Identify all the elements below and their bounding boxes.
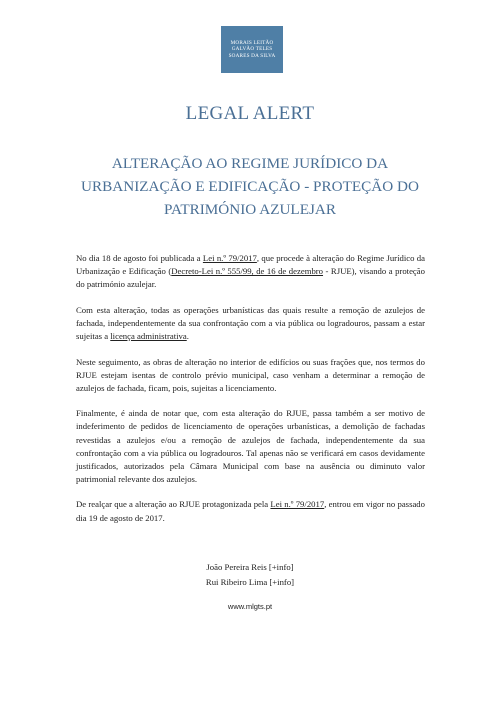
logo-line-1: MORAIS LEITÃO <box>230 40 274 47</box>
paragraph-1-text-c: - RJUE), visando a proteção do património azulejar. <box>76 266 425 290</box>
signatures <box>0 560 500 590</box>
paragraph-5-text-a: De realçar que a alteração ao RJUE protagonizada pela <box>76 499 271 510</box>
paragraph-5-text-b: , entrou em vigor no passado dia 19 de agosto de 2017. <box>76 499 425 523</box>
firm-logo <box>221 26 283 73</box>
paragraph-4: Finalmente, é ainda de notar que, com esta alteração do RJUE, passa também a ser motivo de indeferimento de pedidos de licenciamento de operações urbanísticas, a demolição de fachadas revestidas a azulejos e/ou a remoção de azulejos de fachada, independentemente da sua confrontação com a via pública ou logradouros. Tal apenas não se verificará em casos devidamente justificados, autorizados pela Câmara Municipal com base na ausência ou diminuto valor patrimonial relevante dos azulejos. <box>76 408 425 484</box>
subject-line-3: PATRIMÓNIO AZULEJAR <box>164 201 336 218</box>
page-title: LEGAL ALERT <box>185 103 315 124</box>
paragraph-2-text-a: Com esta alteração, todas as operações urbanísticas das quais resulte a remoção de azulejos de fachada, independentemente da sua confrontação com a via pública ou logradouros, passam a estar sujeitas a <box>76 304 425 341</box>
decree-law-555-99-link[interactable]: Decreto-Lei n.º 555/99, de 16 de dezembro <box>171 266 324 277</box>
paragraph-1 <box>76 252 425 291</box>
logo-line-2: GALVÃO TELES <box>231 46 273 53</box>
subject-heading <box>60 152 440 221</box>
paragraph-3: Neste seguimento, as obras de alteração no interior de edifícios ou suas frações que, nos termos do RJUE estejam isentas de controlo prévio municipal, caso venham a determinar a remoção de azulejos de fachada, ficam, pois, sujeitas a licenciamento. <box>76 356 425 393</box>
administrative-license-link[interactable]: licença administrativa <box>110 330 187 341</box>
law-79-2017-link[interactable]: Lei n.º 79/2017 <box>202 253 257 263</box>
author-2[interactable]: Rui Ribeiro Lima [+info] <box>205 577 295 587</box>
subject-line-2: URBANIZAÇÃO E EDIFICAÇÃO - PROTEÇÃO DO <box>81 178 419 195</box>
website-link[interactable]: www.mlgts.pt <box>227 602 273 611</box>
law-79-2017-link-2[interactable]: Lei n.º 79/2017 <box>270 499 325 510</box>
paragraph-1-text-a: No dia 18 de agosto foi publicada a <box>76 253 203 263</box>
paragraph-1-text-b: , que procede à alteração do Regime Jurídico da Urbanização e Edificação ( <box>76 253 425 277</box>
paragraph-5 <box>76 498 425 524</box>
author-1[interactable]: João Pereira Reis [+info] <box>206 562 294 572</box>
article-body <box>76 252 425 537</box>
subject-line-1: ALTERAÇÃO AO REGIME JURÍDICO DA <box>111 155 389 172</box>
paragraph-2 <box>76 304 425 343</box>
paragraph-2-text-b: . <box>186 330 189 341</box>
logo-line-3: SOARES DA SILVA <box>228 52 276 59</box>
